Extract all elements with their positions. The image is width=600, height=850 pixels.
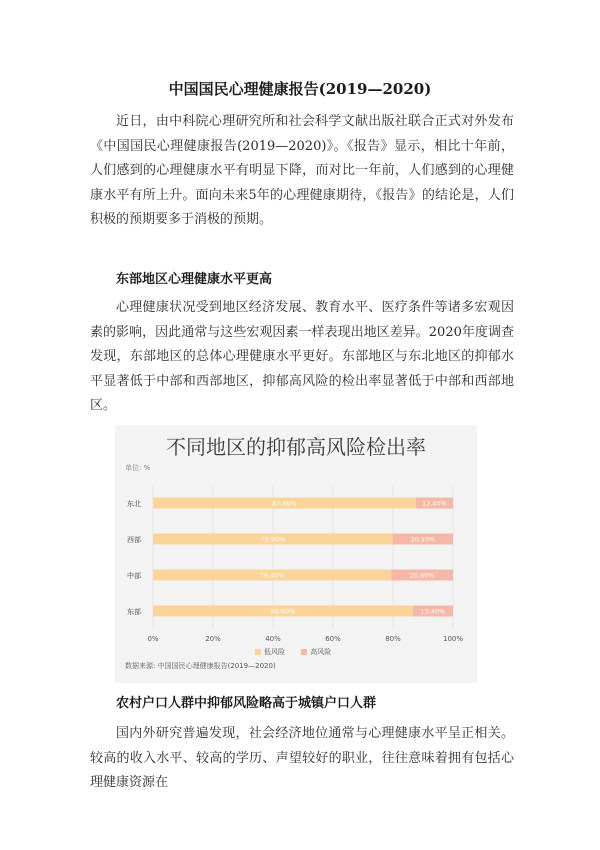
category-label: 西部 [127,536,141,544]
data-label: 13.40% [420,607,446,616]
intro-paragraph: 近日，由中科院心理研究所和社会科学文献出版社联合正式对外发布《中国国民心理健康报告(2019—2020)》。《报告》显示，相比十年前，人们感到的心理健康水平有明显下降，而对比一年前，人们感到的心理健康水平有所上升。面向未来5年的心理健康期待，《报告》的结论是，人们积极的预期要多于消极的预期。 [90,114,514,227]
chart-unit-label: 单位: % [125,464,151,472]
category-label: 东部 [127,608,141,616]
data-label: 79.40% [259,571,285,580]
legend-item-high [301,647,331,657]
document-title: 中国国民心理健康报告(2019—2020) [168,80,432,98]
section2-paragraph: 国内外研究普遍发现，社会经济地位通常与心理健康水平呈正相关。较高的收入水平、较高的学历、声望较好的职业，往往意味着拥有包括心理健康资源在 [90,726,514,790]
section1-heading: 东部地区心理健康水平更高 [116,272,273,287]
x-tick-label: 0% [147,635,159,643]
x-tick-label: 60% [325,635,341,643]
section2-heading: 农村户口人群中抑郁风险略高于城镇户口人群 [116,696,377,711]
data-label: 12.40% [422,499,447,508]
category-label: 东北 [127,500,141,508]
chart-plot [115,425,477,683]
chart-title: 不同地区的抑郁高风险检出率 [166,435,426,459]
chart-legend [255,647,345,657]
data-label: 20.60% [409,571,435,580]
chart-source: 数据来源: 中国国民心理健康报告(2019—2020) [125,662,276,670]
x-tick-label: 40% [265,635,281,643]
legend-label-high: 高风险 [310,648,332,656]
x-tick-label: 100% [442,635,464,643]
x-tick-label: 20% [205,635,221,643]
data-label: 79.90% [260,535,286,544]
legend-swatch-low [255,649,261,655]
legend-swatch-high [301,649,307,655]
data-label: 86.60% [270,607,296,616]
legend-label-low: 低风险 [264,648,285,656]
legend-item-low [255,647,285,657]
x-tick-label: 80% [385,635,401,643]
category-label: 中部 [127,572,141,580]
data-label: 20.10% [410,535,436,544]
section1-paragraph: 心理健康状况受到地区经济发展、教育水平、医疗条件等诸多宏观因素的影响，因此通常与这些宏观因素一样表现出地区差异。2020年度调查发现，东部地区的总体心理健康水平更好。东部地区与东北地区的抑郁水平显著低于中部和西部地区，抑郁高风险的检出率显著低于中部和西部地区。 [90,300,514,413]
data-label: 87.60% [272,499,297,508]
chart-figure [115,425,477,683]
